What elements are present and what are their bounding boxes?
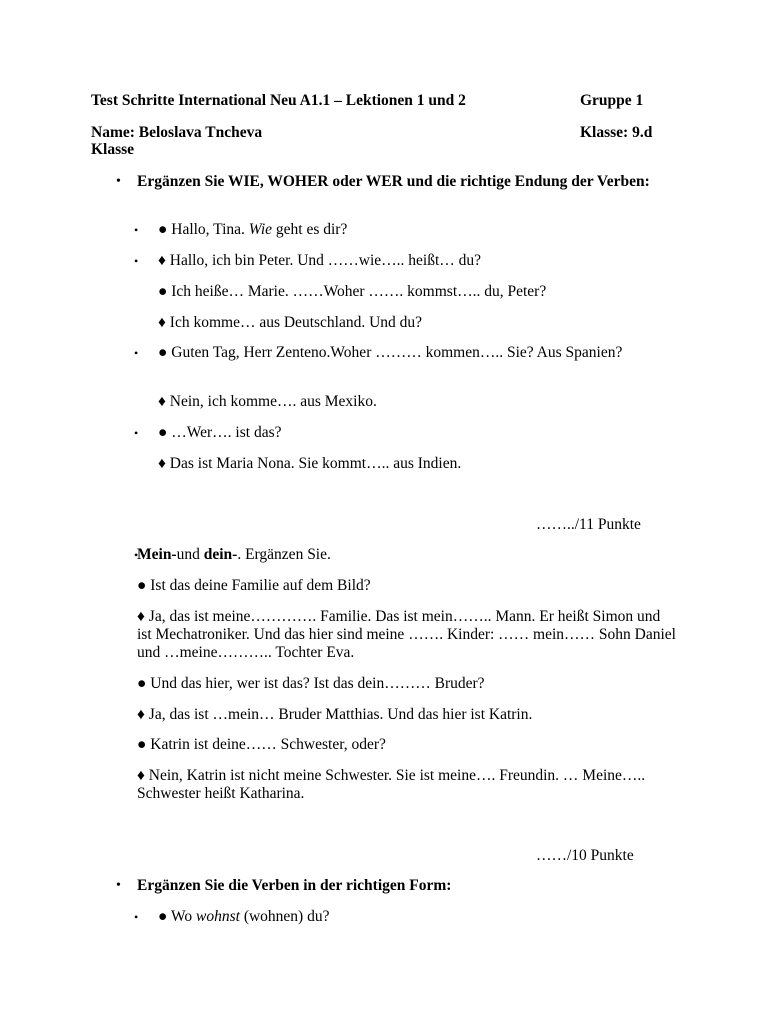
diamond-icon: ♦ [158, 252, 166, 269]
dialog-line: ♦ Ja, das ist …mein… Bruder Matthias. Und das hier ist Katrin. [137, 706, 533, 723]
dialog-line: ● …Wer…. ist das? [158, 424, 282, 441]
diamond-icon: ♦ [137, 767, 145, 784]
bullet-icon: • [116, 174, 121, 189]
diamond-icon: ♦ [137, 706, 145, 723]
klasse-label: Klasse [91, 141, 135, 158]
bullet-icon: • [134, 548, 139, 562]
bullet-icon: • [134, 223, 139, 237]
dialog-line: ● Hallo, Tina. Wie geht es dir? [158, 221, 348, 238]
dialog-line: ♦ Hallo, ich bin Peter. Und ……wie….. heißt… du? [158, 252, 482, 269]
circle-icon: ● [137, 577, 147, 594]
diamond-icon: ♦ [158, 393, 166, 410]
dialog-line: ♦ Nein, Katrin ist nicht meine Schwester. Sie ist meine…. Freundin. … Meine….. Schwester heißt Katharina. [137, 767, 646, 802]
group-label: Gruppe 1 [580, 92, 644, 109]
answer-filled: Wie [248, 221, 273, 238]
dialog-line: ● Ist das deine Familie auf dem Bild? [137, 577, 371, 594]
student-name: Name: Beloslava Tncheva [91, 124, 263, 141]
dialog-line: ● Wo wohnst (wohnen) du? [158, 908, 330, 925]
dialog-line: ♦ Ich komme… aus Deutschland. Und du? [158, 314, 423, 331]
section1-instruction: Ergänzen Sie WIE, WOHER oder WER und die richtige Endung der Verben: [137, 173, 650, 190]
dialog-line: ♦ Ja, das ist meine…………. Familie. Das ist mein…….. Mann. Er heißt Simon und ist Mechatroniker. Und das hier sind meine ……. Kinder: …… mein…… Sohn Daniel und …meine……….. Tochter Eva. [137, 608, 676, 661]
bullet-icon: • [134, 346, 139, 360]
circle-icon: ● [158, 283, 168, 300]
diamond-icon: ♦ [137, 608, 145, 625]
dialog-line: ● Ich heiße… Marie. ……Woher ……. kommst….. du, Peter? [158, 283, 547, 300]
dialog-line: ♦ Das ist Maria Nona. Sie kommt….. aus Indien. [158, 455, 462, 472]
dialog-line: ♦ Nein, ich komme…. aus Mexiko. [158, 393, 377, 410]
dialog-line: ● Guten Tag, Herr Zenteno.Woher ……… kommen….. Sie? Aus Spanien? [158, 344, 623, 361]
circle-icon: ● [158, 221, 168, 238]
circle-icon: ● [158, 908, 168, 925]
bullet-icon: • [134, 254, 139, 268]
circle-icon: ● [137, 736, 147, 753]
section1-points: ……../11 Punkte [536, 516, 641, 533]
circle-icon: ● [158, 344, 168, 361]
section2-points: ……/10 Punkte [536, 847, 634, 864]
test-title: Test Schritte International Neu A1.1 – Lektionen 1 und 2 [91, 92, 466, 109]
circle-icon: ● [158, 424, 168, 441]
answer-filled: wohnst [196, 908, 240, 925]
diamond-icon: ♦ [158, 314, 166, 331]
class-label: Klasse: 9.d [580, 124, 653, 141]
dialog-line: ● Und das hier, wer ist das? Ist das dein……… Bruder? [137, 675, 485, 692]
section2-instruction: Mein-und dein-. Ergänzen Sie. [137, 546, 331, 563]
bullet-icon: • [116, 878, 121, 893]
diamond-icon: ♦ [158, 455, 166, 472]
bullet-icon: • [134, 426, 139, 440]
bullet-icon: • [134, 910, 139, 924]
circle-icon: ● [137, 675, 147, 692]
section3-instruction: Ergänzen Sie die Verben in der richtigen Form: [137, 877, 452, 894]
dialog-line: ● Katrin ist deine…… Schwester, oder? [137, 736, 386, 753]
